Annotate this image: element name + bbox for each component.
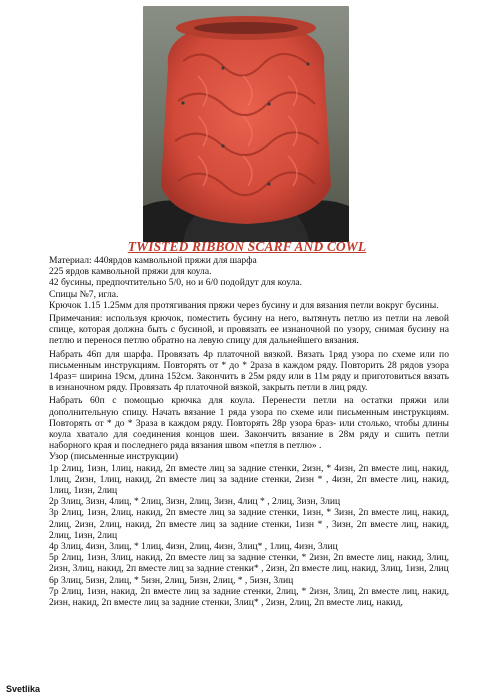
paragraph-hook: Крючок 1.15 1.25мм для протягивания пряжи через бусину и для вязания петли вокруг бусины. bbox=[49, 299, 439, 311]
paragraph-beads: 42 бусины, предпочтительно 5/0, но и 6/0 подойдут для коула. bbox=[49, 277, 303, 289]
paragraph-cowl: Набрать 60п с помощью крючка для коула. Перенести петли на остатки пряжи или дополнительную спицу. Начать вязание 1 ряда узора по схеме или письменным инструкциям. Повторять от * до * 3раза в каждом ряду. Повторять 28р узора 6раз- или столько, чтобы длины коула хватало для соединения концов шеи. Закончить вязание в 28м ряду и сшить петли наборного края и последнего ряда вязания швом «петля в петлю» . bbox=[49, 395, 449, 452]
paragraph-material-cowl: 225 ярдов камвольной пряжи для коула. bbox=[49, 266, 212, 278]
paragraph-row-3: 3р 2лиц, 1изн, 2лиц, накид, 2п вместе лиц за задние стенки, 1изн, * 3изн, 2п вместе лиц, накид, 2лиц, 2изн, 2лиц, накид, 2п вместе лиц за задние стенки, 1изн * , 3изн, 2п вместе лиц, накид, 2лиц, 1изн, 2лиц bbox=[49, 507, 449, 541]
paragraph-needles: Спицы №7, игла. bbox=[49, 288, 119, 300]
paragraph-pattern-heading: Узор (письменные инструкции) bbox=[49, 451, 179, 463]
paragraph-notes: Примечания: используя крючок, поместить бусину на него, вытянуть петлю из петли на левой спице, которая должна быть с бусиной, и провязать ее изнаночной по узору, снимая бусину на петлю и перенося петлю обратно на левую спицу для дальнейшего вязания. bbox=[49, 313, 449, 347]
document-title: TWISTED RIBBON SCARF AND COWL bbox=[127, 239, 367, 254]
cowl-photo bbox=[143, 6, 349, 242]
paragraph-row-5: 5р 2лиц, 1изн, 3лиц, накид, 2п вместе лиц за задние стенки, * 2изн, 2п вместе лиц, накид, 3лиц, 2изн, 3лиц, накид, 2п вместе лиц за задние стенки* , 2изн, 2п вместе лиц, накид, 3лиц, 1изн, 2лиц bbox=[49, 552, 449, 575]
paragraph-material-scarf: Материал: 440ярдов камвольной пряжи для шарфа bbox=[49, 255, 257, 266]
cowl-image bbox=[143, 6, 349, 242]
paragraph-row-1: 1р 2лиц, 1изн, 1лиц, накид, 2п вместе лиц за задние стенки, 2изн, * 4изн, 2п вместе лиц, накид, 1лиц, 2изн, 1лиц, накид, 2п вместе лиц за задние стенки, 2изн * , 4изн, 2п вместе лиц, накид, 1лиц, 1изн, 2лиц bbox=[49, 462, 449, 497]
document-body bbox=[49, 255, 449, 608]
paragraph-row-6: 6р 3лиц, 5изн, 2лиц, * 5изн, 2лиц, 5изн, 2лиц, * , 5изн, 3лиц bbox=[49, 574, 294, 586]
paragraph-row-4: 4р 3лиц, 4изн, 3лиц, * 1лиц, 4изн, 2лиц, 4изн, 3лиц* , 1лиц, 4изн, 3лиц bbox=[49, 541, 338, 553]
paragraph-row-7: 7р 2лиц, 1изн, накид, 2п вместе лиц за задние стенки, 2лиц, * 2изн, 3лиц, 2п вместе лиц, накид, 2изн, накид, 2п вместе лиц за задние стенки, 3лиц* , 2изн, 2лиц, 2п вместе лиц, накид, bbox=[49, 585, 449, 609]
author-signature: Svetlika bbox=[6, 684, 41, 694]
paragraph-scarf: Набрать 46п для шарфа. Провязать 4р платочной вязкой. Вязать 1ряд узора по схеме или по письменным инструкциям. Повторять от * до * 2раза в каждом ряду. Повторить 28 рядов узора 14раз= ширина 19см, длина 152см. Закончить в 25м ряду или в 11м ряду и приготовиться вязать в изнаночном ряду. Провязать 4р платочной вязкой, закрыть петли в лиц ряду. bbox=[49, 348, 449, 394]
paragraph-row-2: 2р 3лиц, 3изн, 4лиц, * 2лиц, 3изн, 2лиц, 3изн, 4лиц * , 2лиц, 3изн, 3лиц bbox=[49, 496, 341, 508]
